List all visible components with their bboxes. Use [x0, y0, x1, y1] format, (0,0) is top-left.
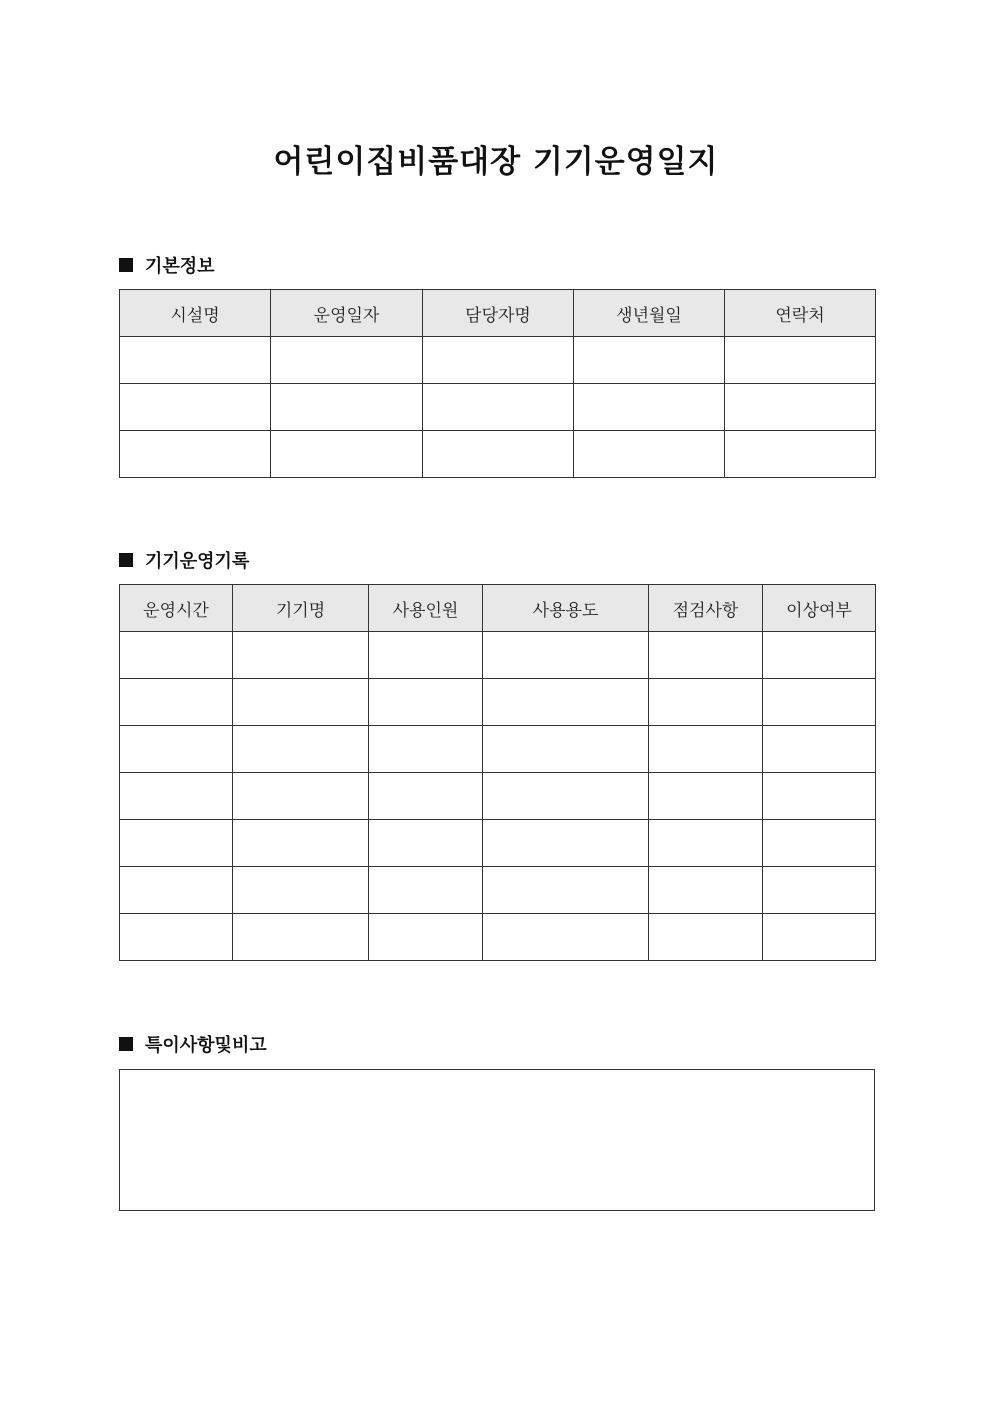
column-header: 이상여부: [763, 585, 876, 632]
black-square-icon: [119, 553, 133, 567]
table-cell[interactable]: [271, 384, 423, 431]
table-cell[interactable]: [369, 632, 483, 679]
table-cell[interactable]: [369, 867, 483, 914]
table-cell[interactable]: [120, 773, 233, 820]
table-cell[interactable]: [233, 820, 369, 867]
black-square-icon: [119, 258, 133, 272]
table-cell[interactable]: [649, 726, 763, 773]
column-header: 사용인원: [369, 585, 483, 632]
table-cell[interactable]: [120, 337, 271, 384]
table-cell[interactable]: [483, 773, 649, 820]
table-row: [120, 914, 876, 961]
table-cell[interactable]: [271, 431, 423, 478]
table-cell[interactable]: [120, 679, 233, 726]
table-cell[interactable]: [649, 914, 763, 961]
table-cell[interactable]: [233, 726, 369, 773]
table-cell[interactable]: [233, 914, 369, 961]
table-cell[interactable]: [120, 431, 271, 478]
table-cell[interactable]: [763, 679, 876, 726]
table-cell[interactable]: [725, 431, 876, 478]
operation-log-table: [119, 584, 876, 961]
table-cell[interactable]: [763, 914, 876, 961]
table-cell[interactable]: [120, 820, 233, 867]
table-cell[interactable]: [423, 337, 574, 384]
table-cell[interactable]: [120, 632, 233, 679]
table-cell[interactable]: [483, 914, 649, 961]
table-cell[interactable]: [763, 867, 876, 914]
section-heading-label: 특이사항및비고: [145, 1035, 267, 1056]
table-cell[interactable]: [233, 632, 369, 679]
section-heading-basic-info: [119, 252, 215, 278]
table-row: [120, 773, 876, 820]
column-header: 기기명: [233, 585, 369, 632]
table-row: [120, 632, 876, 679]
table-cell[interactable]: [483, 679, 649, 726]
table-cell[interactable]: [369, 679, 483, 726]
table-cell[interactable]: [271, 337, 423, 384]
table-cell[interactable]: [574, 337, 725, 384]
table-cell[interactable]: [649, 773, 763, 820]
table-cell[interactable]: [763, 820, 876, 867]
table-cell[interactable]: [120, 726, 233, 773]
column-header: 점검사항: [649, 585, 763, 632]
table-cell[interactable]: [233, 773, 369, 820]
table-cell[interactable]: [649, 867, 763, 914]
page-title: 어린이집비품대장 기기운영일지: [273, 144, 719, 180]
table-header-row: [120, 585, 876, 632]
table-cell[interactable]: [369, 726, 483, 773]
table-cell[interactable]: [725, 337, 876, 384]
table-cell[interactable]: [369, 773, 483, 820]
table-cell[interactable]: [120, 384, 271, 431]
section-heading-operation-log: [119, 547, 249, 573]
table-cell[interactable]: [483, 726, 649, 773]
column-header: 사용용도: [483, 585, 649, 632]
table-cell[interactable]: [233, 679, 369, 726]
table-cell[interactable]: [574, 431, 725, 478]
section-heading-remarks: [119, 1031, 267, 1057]
column-header: 담당자명: [423, 290, 574, 337]
section-heading-label: 기기운영기록: [145, 551, 250, 572]
table-header-row: [120, 290, 876, 337]
table-cell[interactable]: [763, 773, 876, 820]
section-heading-label: 기본정보: [145, 256, 215, 277]
table-row: [120, 867, 876, 914]
table-row: [120, 679, 876, 726]
table-row: [120, 431, 876, 478]
table-cell[interactable]: [574, 384, 725, 431]
column-header: 생년월일: [574, 290, 725, 337]
table-cell[interactable]: [120, 867, 233, 914]
column-header: 운영시간: [120, 585, 233, 632]
column-header: 운영일자: [271, 290, 423, 337]
table-cell[interactable]: [649, 632, 763, 679]
table-row: [120, 384, 876, 431]
table-cell[interactable]: [120, 914, 233, 961]
table-row: [120, 726, 876, 773]
table-cell[interactable]: [423, 431, 574, 478]
basic-info-table: [119, 289, 876, 478]
remarks-box[interactable]: [119, 1069, 875, 1211]
table-row: [120, 337, 876, 384]
table-cell[interactable]: [763, 632, 876, 679]
table-cell[interactable]: [483, 820, 649, 867]
table-cell[interactable]: [725, 384, 876, 431]
table-cell[interactable]: [483, 632, 649, 679]
table-row: [120, 820, 876, 867]
column-header: 시설명: [120, 290, 271, 337]
column-header: 연락처: [725, 290, 876, 337]
table-cell[interactable]: [233, 867, 369, 914]
table-cell[interactable]: [649, 820, 763, 867]
table-cell[interactable]: [763, 726, 876, 773]
table-cell[interactable]: [649, 679, 763, 726]
black-square-icon: [119, 1037, 133, 1051]
table-cell[interactable]: [369, 914, 483, 961]
table-cell[interactable]: [483, 867, 649, 914]
table-cell[interactable]: [423, 384, 574, 431]
table-cell[interactable]: [369, 820, 483, 867]
